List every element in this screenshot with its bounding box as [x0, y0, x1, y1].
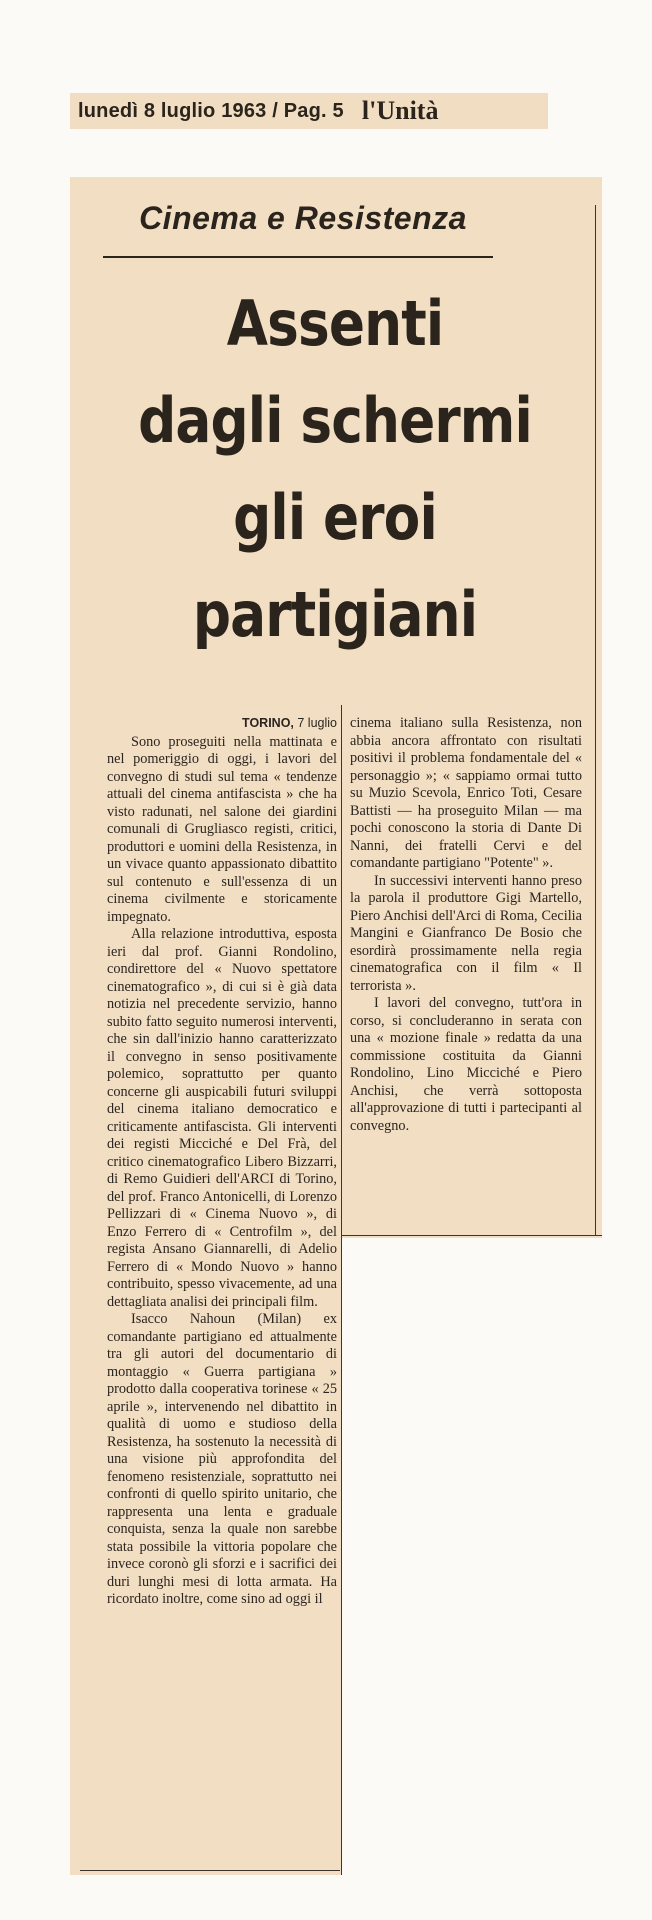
newspaper-masthead	[70, 93, 548, 129]
article-kicker: Cinema e Resistenza	[139, 200, 467, 236]
newspaper-name: l'Unità	[361, 96, 439, 125]
paragraph: Sono proseguiti nella mattinata e nel pomeriggio di oggi, i lavori del convegno di studi sul tema « tendenze attuali del cinema antifascista » che ha visto radunati, nel salone dei giardini comunali di Grugliasco registi, critici, produttori e uomini della Resistenza, in un vivace quanto appassionato dibattito sul contenuto e sull'essenza di un cinema civilmente e storicamente impegnato.	[107, 733, 337, 925]
headline-line: Assenti	[226, 287, 444, 360]
divider	[80, 1870, 340, 1871]
dateline-date: 7 luglio	[297, 716, 337, 730]
column-divider	[595, 205, 596, 1235]
kicker-rule	[103, 256, 493, 258]
headline-line: gli eroi	[233, 481, 437, 554]
paragraph: In successivi interventi hanno preso la parola il produttore Gigi Martello, Piero Anchisi dell'Arci di Roma, Cecilia Mangini e Gianfranco De Bosio che esordirà prossimamente nella regia cinematografica con il film « Il terrorista ».	[350, 872, 582, 994]
column-divider	[341, 705, 342, 1875]
divider	[341, 1235, 602, 1236]
paragraph: Isacco Nahoun (Milan) ex comandante partigiano ed attualmente tra gli autori del documentario di montaggio « Guerra partigiana » prodotto dalla cooperativa torinese « 25 aprile », intervenendo nel dibattito in qualità di uomo e studioso della Resistenza, ha sostenuto la necessità di una visione più approfondita del fenomeno resistenziale, soprattutto nei confronti di quello spirito unitario, che rappresenta una lenta e graduale conquista, senza la quale non sarebbe stata possibile la vittoria popolare che invece coronò gli sforzi e i sacrifici dei duri lunghi mesi di lotta armata. Ha ricordato inoltre, come sino ad oggi il	[107, 1311, 337, 1607]
paragraph: I lavori del convegno, tutt'ora in corso, si concluderanno in serata con una « mozione finale » redatta da una commissione costituita da Gianni Rondolino, Lino Micciché e Piero Anchisi, che verrà sottoposta all'approvazione di tutti i partecipanti al convegno.	[350, 995, 582, 1134]
article-headline	[137, 275, 533, 663]
article-column-right	[350, 715, 582, 1135]
headline-line: partigiani	[192, 578, 478, 651]
issue-dateline: lunedì 8 luglio 1963 / Pag. 5	[78, 99, 344, 122]
article-dateline	[107, 715, 337, 733]
headline-line: dagli schermi	[138, 384, 532, 457]
paragraph-continued: cinema italiano sulla Resistenza, non abbia ancora affrontato con risultati positivi il problema fondamentale del « personaggio »; « sappiamo ormai tutto su Muzio Scevola, Enrico Toti, Cesare Battisti — ha proseguito Milan — ma pochi conoscono la storia di Dante Di Nanni, dei fratelli Cervi e del comandante partigiano "Potente" ».	[350, 715, 582, 871]
article-column-left	[107, 715, 337, 1609]
paragraph: Alla relazione introduttiva, esposta ieri dal prof. Gianni Rondolino, condirettore del « Nuovo spettatore cinematografico », di cui si è già data notizia nel precedente servizio, hanno subito fatto seguito numerosi interventi, che sin dall'inizio hanno caratterizzato il convegno in senso positivamente polemico, soprattutto per quanto concerne gli auspicabili futuri sviluppi del cinema italiano democratico e criticamente antifascista. Gli interventi dei registi Micciché e Del Frà, del critico cinematografico Libero Bizzarri, di Remo Guidieri dell'ARCI di Torino, del prof. Franco Antonicelli, di Lorenzo Pellizzari di « Cinema Nuovo », di Enzo Ferrero di « Centrofilm », del regista Ansano Giannarelli, di Adelio Ferrero di « Mondo Nuovo » hanno contribuito, spesso vivacemente, ad una dettagliata analisi dei principali film.	[107, 926, 337, 1310]
dateline-city: TORINO,	[242, 716, 294, 730]
